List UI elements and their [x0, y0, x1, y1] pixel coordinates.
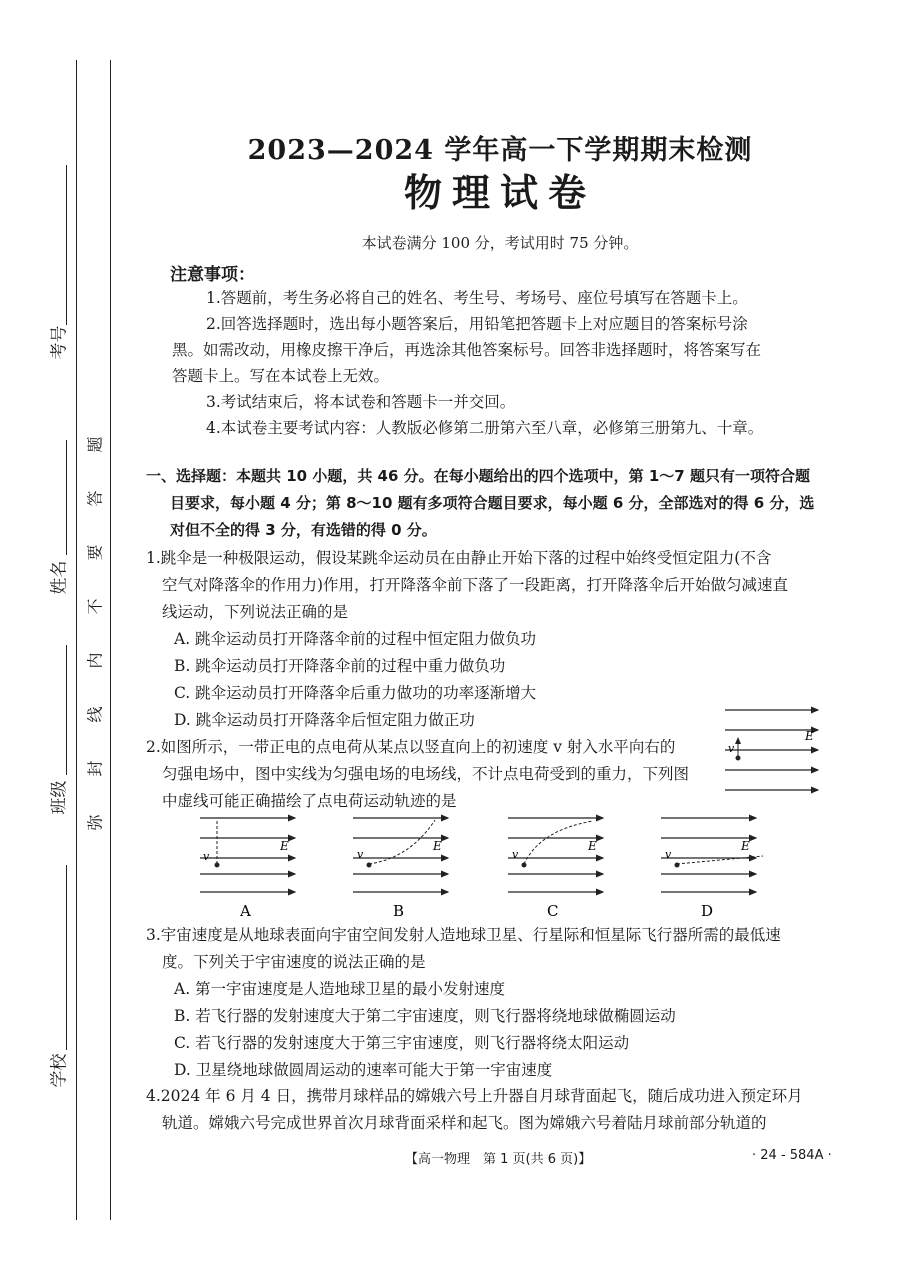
binding-line-inner [110, 60, 111, 1220]
q2-option-b-label: B [393, 902, 405, 920]
q2-option-a-figure [200, 818, 295, 920]
binding-line-outer [76, 60, 77, 1220]
exam-info: 本试卷满分 100 分，考试用时 75 分钟。 [361, 234, 639, 252]
q3-option-a: A. 第一宇宙速度是人造地球卫星的最小发射速度 [174, 980, 506, 998]
q2-option-d-figure [661, 818, 763, 920]
q3-option-b: B. 若飞行器的发射速度大于第二宇宙速度，则飞行器将绕地球做椭圆运动 [174, 1007, 676, 1025]
q4-stem-1: 4.2024 年 6 月 4 日，携带月球样品的嫦娥六号上升器自月球背面起飞，随后成功进入预定环月 [146, 1087, 803, 1105]
q2-option-d-label: D [701, 902, 714, 920]
q1-option-a: A. 跳伞运动员打开降落伞前的过程中恒定阻力做负功 [174, 630, 537, 648]
q4-stem-2: 轨道。嫦娥六号完成世界首次月球背面采样和起飞。图为嫦娥六号着陆月球前部分轨道的 [162, 1114, 767, 1132]
q2-a-field-label: E [280, 839, 289, 853]
q2-stem-1: 2.如图所示，一带正电的点电荷从某点以竖直向上的初速度 v 射入水平向右的 [146, 738, 676, 756]
xingming-blank-line [66, 440, 67, 555]
xingming-label: 姓名 [49, 560, 70, 595]
section1-line-2: 目要求，每小题 4 分；第 8～10 题有多项符合题目要求，每小题 6 分，全部选对的得 6 分，选 [170, 494, 815, 512]
banji-label: 班级 [49, 780, 70, 815]
q2-d-velocity-label: v [665, 848, 672, 861]
q2-stem-3: 中虚线可能正确描绘了点电荷运动轨迹的是 [162, 792, 457, 810]
seal-char-3: 要 [85, 544, 105, 561]
q3-stem-2: 度。下列关于宇宙速度的说法正确的是 [162, 953, 426, 971]
kaohao-blank-line [66, 165, 67, 325]
q3-option-d: D. 卫星绕地球做圆周运动的速率可能大于第一宇宙速度 [174, 1061, 553, 1079]
q3-stem-1: 3.宇宙速度是从地球表面向宇宙空间发射人造地球卫星、行星际和恒星际飞行器所需的最低速 [146, 926, 781, 944]
seal-char-2: 答 [85, 490, 105, 507]
notice-item-2-cont2: 答题卡上。写在本试卷上无效。 [172, 367, 390, 385]
q1-option-b: B. 跳伞运动员打开降落伞前的过程中重力做负功 [174, 657, 506, 675]
q2-a-velocity-label: v [203, 850, 210, 863]
page-footer: 【高一物理 第 1 页(共 6 页)】 [405, 1152, 592, 1167]
q1-stem-2: 空气对降落伞的作用力)作用，打开降落伞前下落了一段距离，打开降落伞后开始做匀减速直 [162, 576, 789, 594]
q2-b-field-label: E [433, 839, 442, 853]
notice-item-4: 4.本试卷主要考试内容：人教版必修第二册第六至八章，必修第三册第九、十章。 [206, 419, 764, 437]
xuexiao-label: 学校 [49, 1053, 70, 1088]
seal-char-1: 题 [85, 436, 105, 453]
paper-code: · 24 - 584A · [752, 1148, 832, 1163]
q2-option-b-figure [353, 818, 448, 920]
kaohao-label: 考号 [49, 325, 70, 360]
q1-stem-1: 1.跳伞是一种极限运动，假设某跳伞运动员在由静止开始下落的过程中始终受恒定阻力(不含 [146, 549, 772, 567]
seal-char-8: 弥 [85, 814, 105, 831]
section1-line-1: 一、选择题：本题共 10 小题，共 46 分。在每小题给出的四个选项中，第 1～7 题只有一项符合题 [146, 467, 810, 485]
seal-char-7: 封 [85, 760, 105, 777]
seal-char-4: 不 [85, 598, 105, 615]
notice-item-2-cont: 黑。如需改动，用橡皮擦干净后，再选涂其他答案标号。回答非选择题时，将答案写在 [172, 341, 762, 359]
q2-field-figure [720, 700, 825, 800]
xuexiao-blank-line [66, 865, 67, 1050]
notice-item-2: 2.回答选择题时，选出每小题答案后，用铅笔把答题卡上对应题目的答案标号涂 [206, 315, 748, 333]
q3-option-c: C. 若飞行器的发射速度大于第三宇宙速度，则飞行器将绕太阳运动 [174, 1034, 630, 1052]
exam-title: 2023—2024 学年高一下学期期末检测 [247, 135, 753, 166]
q2-d-field-label: E [741, 839, 750, 853]
q2-b-velocity-label: v [357, 848, 364, 861]
q2-options-figure [195, 808, 825, 923]
notice-item-3: 3.考试结束后，将本试卷和答题卡一并交回。 [206, 393, 516, 411]
exam-subject: 物理试卷 [403, 170, 596, 215]
q2-option-c-label: C [547, 902, 559, 920]
section1-line-3: 对但不全的得 3 分，有选错的得 0 分。 [170, 521, 437, 539]
q1-option-c: C. 跳伞运动员打开降落伞后重力做功的功率逐渐增大 [174, 684, 537, 702]
q1-option-d: D. 跳伞运动员打开降落伞后恒定阻力做正功 [174, 711, 475, 729]
q2-field-label: E [805, 729, 814, 743]
q2-c-field-label: E [588, 839, 597, 853]
q2-option-a-label: A [240, 902, 251, 920]
banji-blank-line [66, 645, 67, 775]
binding-strip [0, 0, 120, 1272]
notice-item-1: 1.答题前，考生务必将自己的姓名、考生号、考场号、座位号填写在答题卡上。 [206, 289, 748, 307]
seal-char-6: 线 [85, 706, 105, 723]
q1-stem-3: 线运动，下列说法正确的是 [162, 603, 349, 621]
notice-heading: 注意事项： [170, 265, 255, 285]
q2-option-c-figure [508, 818, 603, 920]
seal-char-5: 内 [85, 652, 105, 669]
q2-stem-2: 匀强电场中，图中实线为匀强电场的电场线，不计点电荷受到的重力，下列图 [162, 765, 690, 783]
q2-velocity-label: v [728, 742, 735, 755]
q2-c-velocity-label: v [512, 848, 519, 861]
